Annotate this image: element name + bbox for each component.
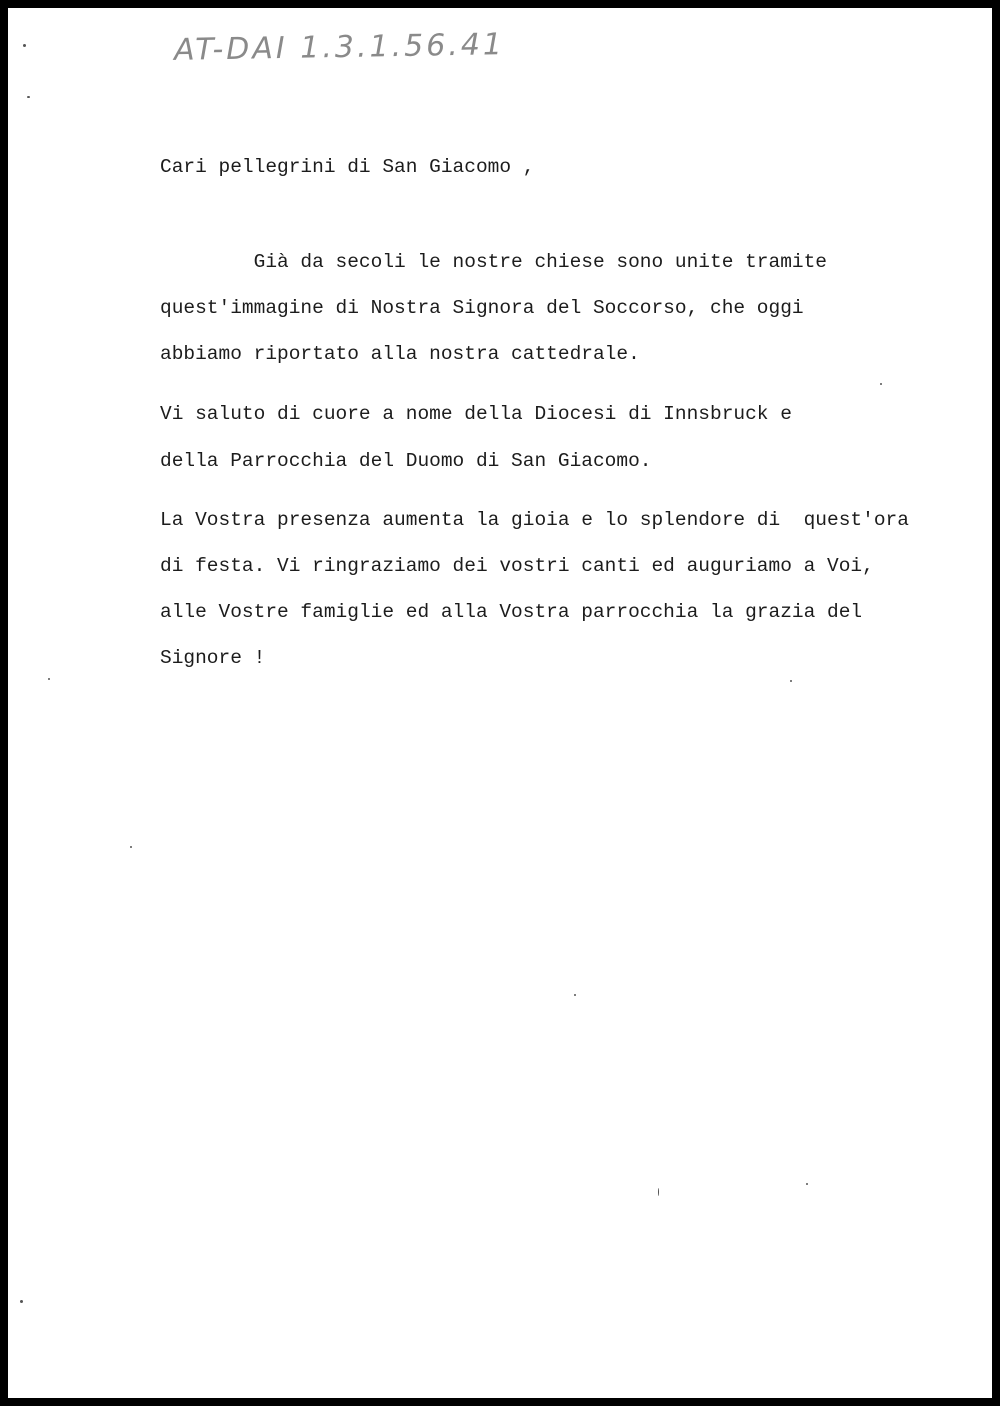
scan-speck <box>23 44 26 47</box>
document-page <box>8 8 992 1398</box>
salutation: Cari pellegrini di San Giacomo , <box>160 156 535 178</box>
letter-line: abbiamo riportato alla nostra cattedrale. <box>160 343 640 365</box>
letter-line: Vi saluto di cuore a nome della Diocesi di Innsbruck e <box>160 403 792 425</box>
scan-speck <box>658 1188 659 1196</box>
scan-speck <box>880 383 882 385</box>
scan-speck <box>130 846 132 848</box>
scan-speck <box>790 680 792 682</box>
scan-speck <box>48 678 50 680</box>
scan-speck <box>806 1183 808 1185</box>
letter-line: di festa. Vi ringraziamo dei vostri canti ed auguriamo a Voi, <box>160 555 874 577</box>
letter-line: La Vostra presenza aumenta la gioia e lo splendore di quest'ora <box>160 509 909 531</box>
letter-line: quest'immagine di Nostra Signora del Soccorso, che oggi <box>160 297 804 319</box>
letter-line: della Parrocchia del Duomo di San Giacomo. <box>160 450 652 472</box>
letter-line: Già da secoli le nostre chiese sono unite tramite <box>160 251 828 273</box>
letter-line: alle Vostre famiglie ed alla Vostra parrocchia la grazia del <box>160 601 863 623</box>
scan-speck <box>20 1300 23 1303</box>
archive-reference-stamp: AT-DAI 1.3.1.56.41 <box>173 27 506 68</box>
scan-speck <box>574 994 576 996</box>
scan-speck <box>27 96 30 98</box>
letter-line: Signore ! <box>160 647 266 669</box>
